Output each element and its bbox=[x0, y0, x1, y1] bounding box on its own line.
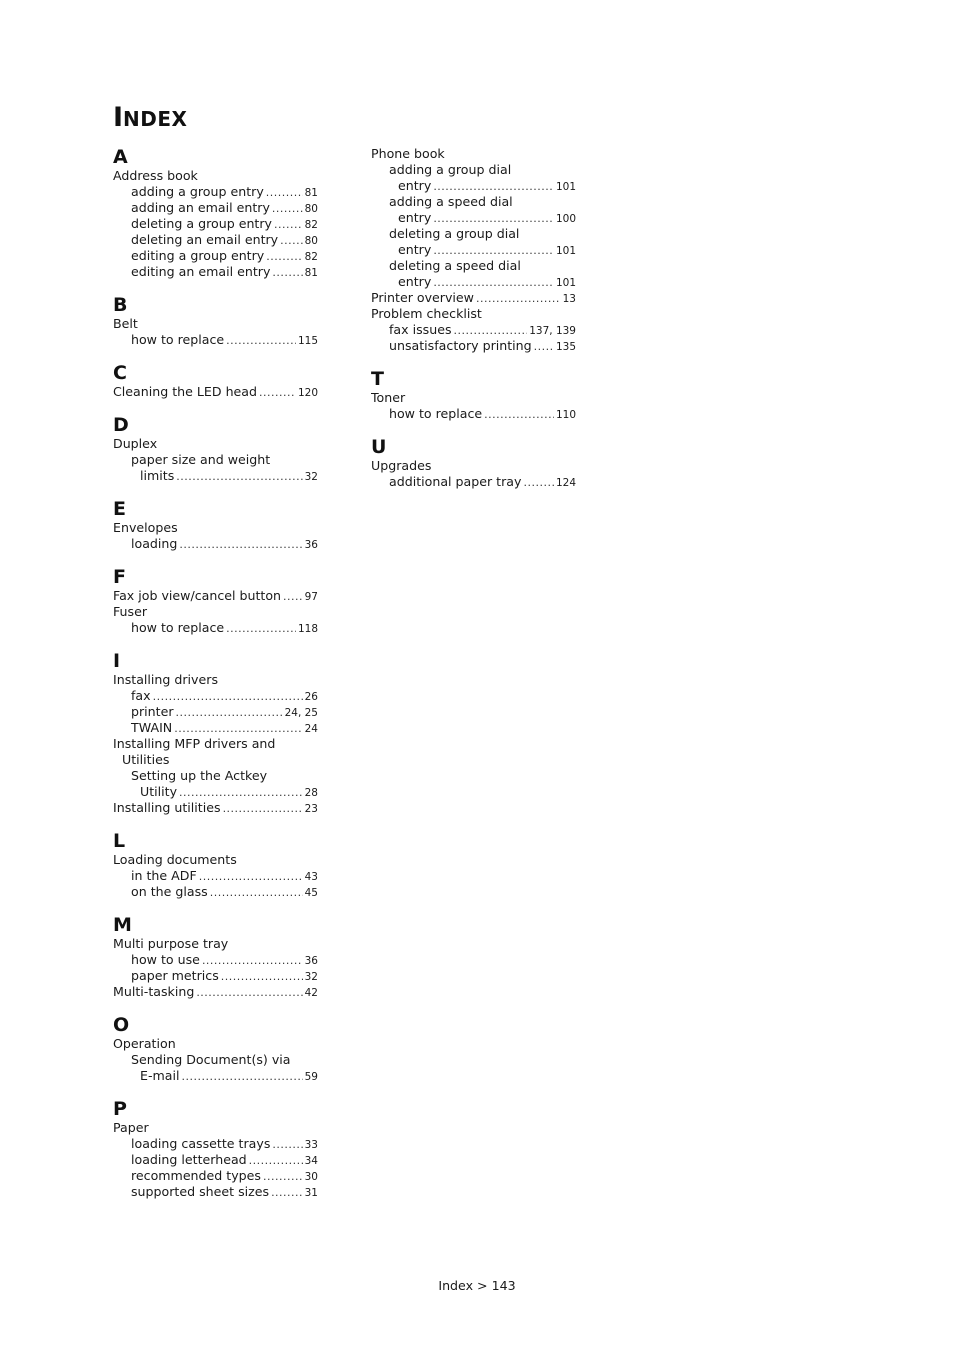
page-number[interactable]: 100 bbox=[555, 213, 576, 225]
index-entry-operation[interactable]: Operation bbox=[113, 1036, 176, 1051]
index-entry-upgrades[interactable]: Upgrades bbox=[371, 458, 432, 473]
index-entry-installing-mfp-drivers[interactable]: Installing MFP drivers and bbox=[113, 736, 276, 751]
page-number[interactable]: 33 bbox=[304, 1139, 318, 1151]
page-title-initial: I bbox=[113, 102, 124, 133]
index-letter-i: I bbox=[113, 650, 121, 672]
index-entry-installing-utilities[interactable]: Installing utilities ..... 23 bbox=[113, 800, 318, 816]
index-subentry[interactable]: how to replace ..... 110 bbox=[371, 406, 576, 422]
index-letter-d: D bbox=[113, 414, 129, 436]
dot-leader bbox=[433, 179, 554, 194]
index-subentry[interactable]: loading ..... 36 bbox=[113, 536, 318, 552]
page-number[interactable]: 110 bbox=[555, 409, 576, 421]
dot-leader bbox=[179, 785, 303, 800]
index-subentry-continued[interactable]: limits ..... 32 bbox=[113, 468, 318, 484]
dot-leader bbox=[182, 1069, 303, 1084]
dot-leader bbox=[433, 211, 554, 226]
dot-leader bbox=[534, 339, 554, 354]
index-letter-m: M bbox=[113, 914, 132, 936]
page-number[interactable]: 26 bbox=[304, 691, 318, 703]
page-number[interactable]: 120 bbox=[297, 387, 318, 399]
dot-leader bbox=[272, 265, 302, 280]
dot-leader bbox=[266, 249, 302, 264]
index-entry-duplex[interactable]: Duplex bbox=[113, 436, 158, 451]
page-number[interactable]: 81 bbox=[304, 187, 318, 199]
index-subentry[interactable]: adding an email entry ..... 80 bbox=[113, 200, 318, 216]
page-number[interactable]: 13 bbox=[562, 293, 576, 305]
index-entry-address-book[interactable]: Address book bbox=[113, 168, 198, 183]
index-subentry[interactable]: adding a speed dial bbox=[389, 194, 513, 209]
index-subentry[interactable]: paper metrics ..... 32 bbox=[113, 968, 318, 984]
dot-leader bbox=[266, 185, 303, 200]
index-subentry[interactable]: TWAIN ..... 24 bbox=[113, 720, 318, 736]
page-number[interactable]: 45 bbox=[304, 887, 318, 899]
page-number[interactable]: 42 bbox=[304, 987, 318, 999]
page-title bbox=[113, 104, 187, 131]
dot-leader bbox=[202, 953, 303, 968]
dot-leader bbox=[484, 407, 554, 422]
dot-leader bbox=[226, 621, 296, 636]
index-subentry[interactable]: loading cassette trays ..... 33 bbox=[113, 1136, 318, 1152]
page-number[interactable]: 101 bbox=[555, 245, 576, 257]
index-subentry[interactable]: supported sheet sizes ..... 31 bbox=[113, 1184, 318, 1200]
index-entry-phone-book[interactable]: Phone book bbox=[371, 146, 445, 161]
index-letter-a: A bbox=[113, 146, 128, 168]
index-subentry[interactable]: fax ..... 26 bbox=[113, 688, 318, 704]
index-letter-p: P bbox=[113, 1098, 127, 1120]
dot-leader bbox=[226, 333, 296, 348]
dot-leader bbox=[272, 1137, 302, 1152]
dot-leader bbox=[280, 233, 302, 248]
index-subentry-continued[interactable]: entry ..... 101 bbox=[371, 178, 576, 194]
index-letter-b: B bbox=[113, 294, 128, 316]
index-subentry[interactable]: fax issues ..... 137, 139 bbox=[371, 322, 576, 338]
index-subentry[interactable]: Setting up the Actkey bbox=[131, 768, 268, 783]
index-subentry[interactable]: deleting a group entry ..... 82 bbox=[113, 216, 318, 232]
page-number[interactable]: 115 bbox=[297, 335, 318, 347]
index-subentry[interactable]: how to replace ..... 115 bbox=[113, 332, 318, 348]
dot-leader bbox=[274, 217, 303, 232]
page-title-rest: NDEX bbox=[123, 107, 188, 131]
index-entry-installing-drivers[interactable]: Installing drivers bbox=[113, 672, 218, 687]
dot-leader bbox=[221, 969, 303, 984]
index-entry-problem-checklist[interactable]: Problem checklist bbox=[371, 306, 482, 321]
page-number[interactable]: 34 bbox=[304, 1155, 318, 1167]
index-subentry[interactable]: recommended types ..... 30 bbox=[113, 1168, 318, 1184]
index-subentry-continued[interactable]: Utility ..... 28 bbox=[113, 784, 318, 800]
index-letter-l: L bbox=[113, 830, 126, 852]
dot-leader bbox=[283, 589, 303, 604]
index-subentry[interactable]: paper size and weight bbox=[131, 452, 271, 467]
index-entry-fuser[interactable]: Fuser bbox=[113, 604, 148, 619]
dot-leader bbox=[476, 291, 561, 306]
index-letter-t: T bbox=[371, 368, 384, 390]
index-column-right bbox=[371, 146, 576, 490]
index-subentry[interactable]: on the glass ..... 45 bbox=[113, 884, 318, 900]
page-number[interactable]: 80 bbox=[304, 203, 318, 215]
dot-leader bbox=[249, 1153, 303, 1168]
page-number[interactable]: 43 bbox=[304, 871, 318, 883]
page-number[interactable]: 28 bbox=[304, 787, 318, 799]
index-entry-multi-purpose-tray[interactable]: Multi purpose tray bbox=[113, 936, 229, 951]
page-number[interactable]: 32 bbox=[304, 971, 318, 983]
dot-leader bbox=[433, 243, 554, 258]
dot-leader bbox=[454, 323, 528, 338]
page-number[interactable]: 101 bbox=[555, 181, 576, 193]
dot-leader bbox=[271, 1185, 303, 1200]
index-letter-u: U bbox=[371, 436, 387, 458]
page-number[interactable]: 23 bbox=[304, 803, 318, 815]
index-entry-belt[interactable]: Belt bbox=[113, 316, 138, 331]
dot-leader bbox=[223, 801, 303, 816]
index-letter-o: O bbox=[113, 1014, 130, 1036]
dot-leader bbox=[259, 385, 296, 400]
index-subentry-continued[interactable]: entry ..... 101 bbox=[371, 242, 576, 258]
dot-leader bbox=[179, 537, 302, 552]
dot-leader bbox=[176, 469, 302, 484]
dot-leader bbox=[433, 275, 554, 290]
index-subentry[interactable]: how to replace ..... 118 bbox=[113, 620, 318, 636]
page-number[interactable]: 135 bbox=[555, 341, 576, 353]
page-number[interactable]: 36 bbox=[304, 539, 318, 551]
index-subentry[interactable]: loading letterhead ..... 34 bbox=[113, 1152, 318, 1168]
index-subentry[interactable]: deleting an email entry ..... 80 bbox=[113, 232, 318, 248]
index-subentry-continued[interactable]: E-mail ..... 59 bbox=[113, 1068, 318, 1084]
index-entry-printer-overview[interactable]: Printer overview ..... 13 bbox=[371, 290, 576, 306]
dot-leader bbox=[196, 985, 302, 1000]
dot-leader bbox=[272, 201, 303, 216]
index-subentry[interactable]: unsatisfactory printing ..... 135 bbox=[371, 338, 576, 354]
index-subentry-continued[interactable]: entry ..... 101 bbox=[371, 274, 576, 290]
page-number[interactable]: 24, 25 bbox=[284, 707, 318, 719]
dot-leader bbox=[523, 475, 553, 490]
index-entry-cleaning-led-head[interactable]: Cleaning the LED head ..... 120 bbox=[113, 384, 318, 400]
index-subentry[interactable]: editing an email entry ..... 81 bbox=[113, 264, 318, 280]
index-entry-loading-documents[interactable]: Loading documents bbox=[113, 852, 237, 867]
page-number[interactable]: 118 bbox=[297, 623, 318, 635]
index-entry-paper[interactable]: Paper bbox=[113, 1120, 149, 1135]
dot-leader bbox=[174, 721, 302, 736]
index-letter-c: C bbox=[113, 362, 127, 384]
index-subentry[interactable]: additional paper tray ..... 124 bbox=[371, 474, 576, 490]
index-subentry[interactable]: how to use ..... 36 bbox=[113, 952, 318, 968]
page-number[interactable]: 30 bbox=[304, 1171, 318, 1183]
page-number[interactable]: 81 bbox=[304, 267, 318, 279]
index-subentry[interactable]: deleting a group dial bbox=[389, 226, 520, 241]
index-letter-f: F bbox=[113, 566, 126, 588]
dot-leader bbox=[176, 705, 283, 720]
dot-leader bbox=[153, 689, 303, 704]
page-number[interactable]: 82 bbox=[304, 219, 318, 231]
page-footer: Index > 143 bbox=[438, 1278, 516, 1293]
page-number[interactable]: 101 bbox=[555, 277, 576, 289]
dot-leader bbox=[199, 869, 303, 884]
page-number[interactable]: 137, 139 bbox=[529, 325, 576, 337]
page-number[interactable]: 24 bbox=[304, 723, 318, 735]
index-entry-multi-tasking[interactable]: Multi-tasking ..... 42 bbox=[113, 984, 318, 1000]
page-number[interactable]: 32 bbox=[304, 471, 318, 483]
index-entry-fax-job[interactable]: Fax job view/cancel button ..... 97 bbox=[113, 588, 318, 604]
index-subentry[interactable]: deleting a speed dial bbox=[389, 258, 521, 273]
index-subentry[interactable]: in the ADF ..... 43 bbox=[113, 868, 318, 884]
dot-leader bbox=[210, 885, 303, 900]
index-subentry[interactable]: editing a group entry ..... 82 bbox=[113, 248, 318, 264]
page-number[interactable]: 59 bbox=[304, 1071, 318, 1083]
index-subentry[interactable]: Sending Document(s) via bbox=[131, 1052, 291, 1067]
index-subentry[interactable]: adding a group entry ..... 81 bbox=[113, 184, 318, 200]
page-number[interactable]: 80 bbox=[304, 235, 318, 247]
page-number[interactable]: 36 bbox=[304, 955, 318, 967]
index-subentry[interactable]: printer ..... 24, 25 bbox=[113, 704, 318, 720]
index-column-left bbox=[113, 146, 318, 1200]
page-number[interactable]: 97 bbox=[304, 591, 318, 603]
index-subentry-continued[interactable]: entry ..... 100 bbox=[371, 210, 576, 226]
page-number[interactable]: 31 bbox=[304, 1187, 318, 1199]
page-number[interactable]: 124 bbox=[555, 477, 576, 489]
index-entry-envelopes[interactable]: Envelopes bbox=[113, 520, 178, 535]
index-letter-e: E bbox=[113, 498, 126, 520]
index-entry-toner[interactable]: Toner bbox=[371, 390, 406, 405]
index-entry-continued[interactable]: Utilities bbox=[122, 752, 170, 767]
index-subentry[interactable]: adding a group dial bbox=[389, 162, 512, 177]
page-number[interactable]: 82 bbox=[304, 251, 318, 263]
dot-leader bbox=[263, 1169, 303, 1184]
